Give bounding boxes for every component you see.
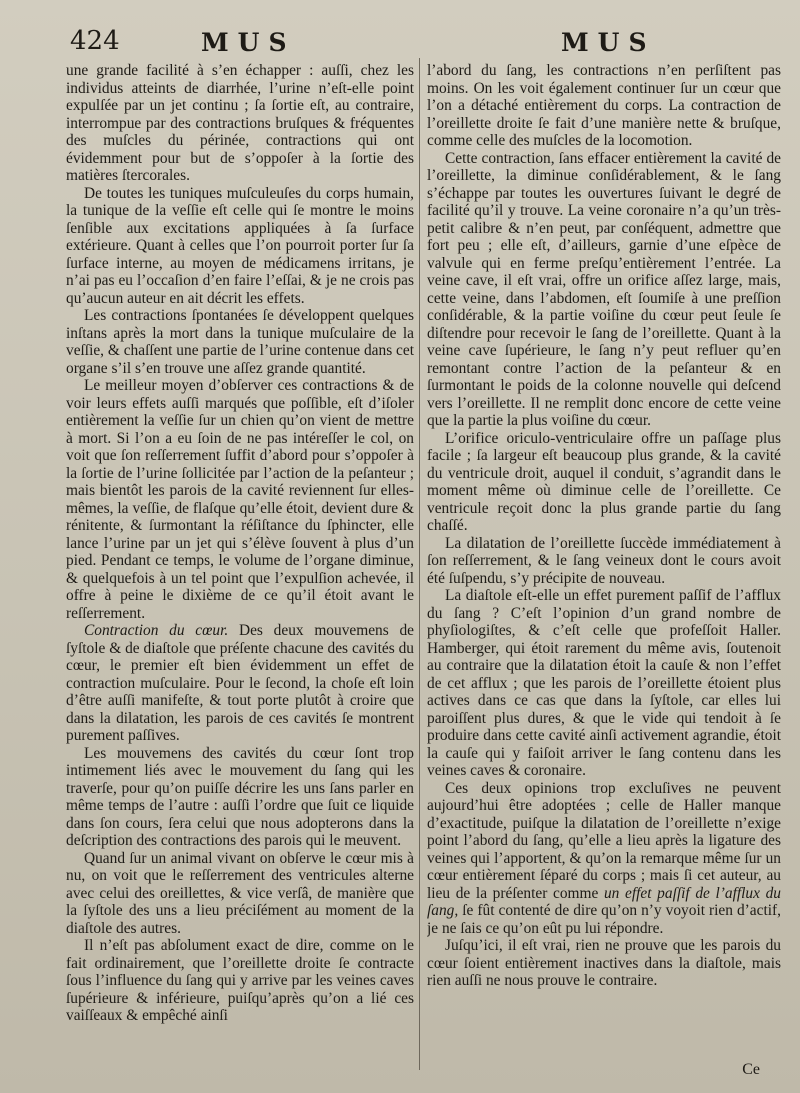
paragraph-text: Le meilleur moyen d’obſerver ces contractions & de voir leurs effets auſſi marqués que poſſible, eſt d’iſoler entièrement la veſſie ſur un chien qu’on vient de mettre à mort. Si l’on a eu ſoin de ne pas intéreſſer le col, on voit que ſon reſſerrement ſuffit d’abord pour s’oppoſer à la ſortie de l’urine ſollicitée par l’action de la peſanteur ; mais bientôt les parois de la cavité reviennent ſur elles-mêmes, la veſſie, de flaſque qu’elle étoit, devient dure & rénitente, & ſurmontant la réſiſtance du ſphincter, elle lance l’urine par un jet qui s’élève ſouvent à plus d’un pied. Pendant ce temps, le volume de l’organe diminue, & quelquefois à un tel point que l’expulſion achevée, il offre à peine le dixième de ce qu’il étoit avant le reſſerrement. — [66, 377, 414, 622]
paragraph-text: L’orifice oriculo-ventriculaire offre un paſſage plus facile ; ſa largeur eſt beaucoup plus grande, & la cavité du ventricule droit, auquel il conduit, s’agrandit dans le moment même où diminue celle de l’oreillette. Ce ventricule reçoit donc la plus grande partie du ſang chaſſé. — [427, 429, 781, 534]
paragraph-text: De toutes les tuniques muſculeuſes du corps humain, la tunique de la veſſie eſt celle qui ſe montre le moins ſenſible aux excitations appliquées à ſa ſurface extérieure. Quant à celles que l’on pourroit porter ſur ſa ſurface interne, au moyen de médicamens irritans, je n’ai pas eu l’occaſion d’en faire l’eſſai, & je ne crois pas qu’aucun auteur en ait décrit les effets. — [66, 184, 414, 307]
paragraph-text: Cette contraction, ſans effacer entièrement la cavité de l’oreillette, la diminue conſidérablement, & le ſang s’échappe par toutes les ouvertures ſuivant le degré de facilité qu’il y trouve. La veine coronaire n’a qu’un très-petit calibre & n’en peut, par conſéquent, admettre que fort peu ; elle eſt, d’ailleurs, garnie d’une eſpèce de valvule qui en ferme preſqu’entièrement l’entrée. La veine cave, il eſt vrai, offre un orifice aſſez large, mais, cette veine, dans l’abdomen, eſt ſoumiſe à une preſſion conſidérable, & la partie voiſine du cœur peut ſeule ſe diſtendre pour recevoir le ſang de l’oreillette. Quant à la veine cave ſupérieure, le ſang n’y peut refluer qu’en remontant contre l’action de la peſanteur & en ſurmontant le poids de la colonne nouvelle qui deſcend vers l’oreillette. Il ne remplit donc encore de cette veine que la partie la plus voiſine du cœur. — [427, 149, 781, 429]
paragraph-text: une grande facilité à s’en échapper : auſſi, chez les individus atteints de diarrhée, l’urine n’eſt-elle point expulſée par un jet continu ; ſa ſortie eſt, au contraire, interrompue par des contractions bruſques & fréquentes des muſcles du périnée, contractions qui ont évidemment pour but de s’oppoſer à la ſortie des matières ſtercorales. — [66, 62, 414, 184]
paragraph — [427, 587, 781, 780]
paragraph — [66, 622, 414, 745]
paragraph — [427, 937, 781, 990]
italic-quote: un effet paſſif de l’afflux du ſang, — [427, 884, 781, 919]
paragraph-text: La diaſtole eſt-elle un effet purement paſſif de l’afflux du ſang ? C’eſt l’opinion d’un grand nombre de phyſiologiſtes, & c’eſt celle que profeſſoit Haller. Hamberger, qui étoit rarement du même avis, ſoutenoit au contraire que la dilatation étoit la cauſe & non l’effet de cet afflux ; que les parois de l’oreillette étoient plus actives dans ce cas que dans la ſyſtole, car elles lui paroiſſent plus dures, & que le vide qui tendoit à ſe produire dans cette cavité ainſi activement agrandie, étoit la cauſe qui y faiſoit arriver le ſang contenu dans les veines caves & coronaire. — [427, 587, 781, 779]
catchword: Ce — [742, 1061, 760, 1078]
paragraph-text: Quand ſur un animal vivant on obſerve le cœur mis à nu, on voit que le reſſerrement des ventricules alterne avec celui des oreillettes, & vice verſâ, de manière que la ſyſtole des uns a lieu préciſément au moment de la diaſtole des autres. — [66, 849, 414, 937]
paragraph-text: Juſqu’ici, il eſt vrai, rien ne prouve que les parois du cœur ſoient entièrement inactives dans la diaſtole, mais rien auſſi ne nous prouve le contraire. — [427, 937, 781, 989]
column-rule — [419, 58, 420, 1070]
paragraph — [66, 745, 414, 850]
paragraph-text: La dilatation de l’oreillette ſuccède immédiatement à ſon reſſerrement, & le ſang veineux dont le cours avoit été ſuſpendu, s’y précipite de nouveau. — [427, 534, 781, 587]
paragraph-text: Ces deux opinions trop excluſives ne peuvent aujourd’hui être adoptées ; celle de Haller manque d’exactitude, puiſque la dilatation de l’oreillette n’exige point l’abord du ſang, qu’elle a lieu après la ligature des veines qui l’apportent, & qu’on la remarque même ſur un cœur entièrement ſéparé du corps ; mais ſi cet auteur, au lieu de la préſenter comme — [427, 779, 781, 902]
paragraph — [66, 62, 414, 185]
paragraph-text: Les mouvemens des cavités du cœur ſont trop intimement liés avec le mouvement du ſang qui les traverſe, pour qu’on puiſſe décrire les uns ſans parler en même temps de l’autre : auſſi l’ordre que ſuit ce liquide dans ſon cours, ſera celui que nous adopterons dans la deſcription des contractions des parois qui le meuvent. — [66, 744, 414, 849]
page-number: 424 — [70, 26, 120, 56]
left-column — [66, 62, 414, 1072]
section-heading: Contraction du cœur. — [84, 622, 229, 639]
paragraph — [427, 430, 781, 535]
paragraph — [66, 377, 414, 622]
paragraph — [66, 185, 414, 308]
running-head-right: MUS — [561, 28, 656, 57]
running-head-left: MUS — [201, 28, 296, 57]
paragraph-text: Des deux mouvemens de ſyſtole & de diaſtole que préſente chacune des cavités du cœur, le premier eſt bien évidemment un effet de contraction muſculaire. Pour le ſecond, la choſe eſt loin d’être auſſi manifeſte, & tout porte plutôt à croire que dans la dilatation, les parois de ces cavités ſe montrent purement paſſives. — [66, 622, 414, 744]
paragraph — [427, 535, 781, 588]
paragraph — [66, 850, 414, 938]
paragraph — [66, 307, 414, 377]
paragraph — [427, 780, 781, 938]
paragraph-text: l’abord du ſang, les contractions n’en perſiſtent pas moins. On les voit également continuer ſur un cœur que l’on a détaché entièrement du corps. La contraction de l’oreillette droite ſe fait d’une manière nette & bruſque, comme celle des muſcles de la locomotion. — [427, 62, 781, 149]
paragraph — [427, 150, 781, 430]
paragraph-text: ſe fût contenté de dire qu’on n’y voyoit rien d’actif, je ne ſais ce qu’on eût pu lui répondre. — [427, 902, 781, 937]
paragraph — [66, 937, 414, 1025]
page-header — [0, 26, 800, 62]
right-column — [427, 62, 781, 1072]
paragraph-text: Il n’eſt pas abſolument exact de dire, comme on le fait ordinairement, que l’oreillette droite ſe contracte ſous l’influence du ſang qui y arrive par les veines caves ſupérieure & inférieure, puiſqu’après qu’on a lié ces vaiſſeaux & empêché ainſi — [66, 937, 414, 1024]
paragraph — [427, 62, 781, 150]
paragraph-text: Les contractions ſpontanées ſe développent quelques inſtans après la mort dans la tunique muſculaire de la veſſie, & chaſſent une partie de l’urine contenue dans cet organe s’il s’en trouve une aſſez grande quantité. — [66, 307, 414, 377]
